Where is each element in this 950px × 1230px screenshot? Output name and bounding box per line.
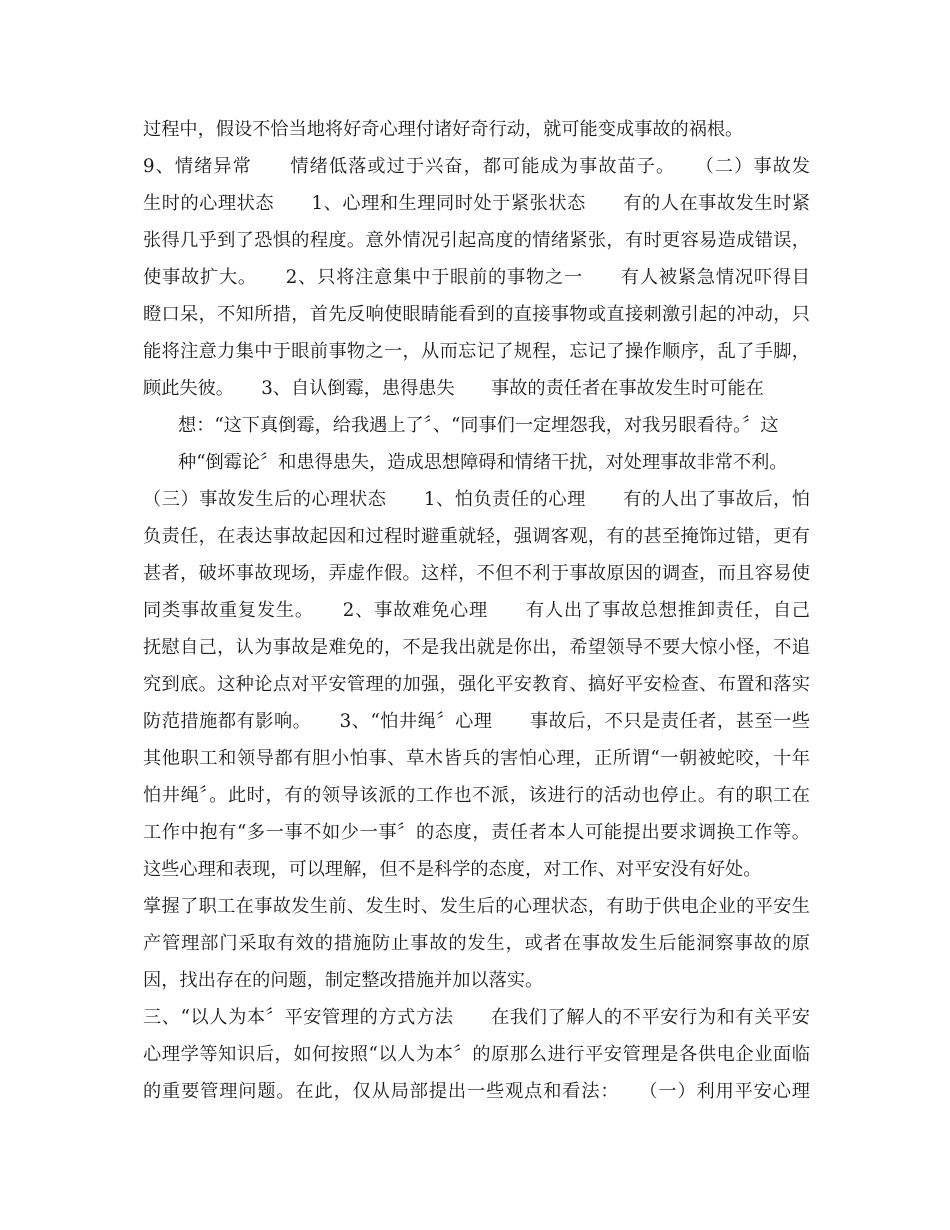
text-line: 能将注意力集中于眼前事物之一，从而忘记了规程，忘记了操作顺序，乱了手脚， <box>143 341 810 362</box>
text-line: 因，找出存在的问题，制定整改措施并加以落实。 <box>143 970 544 991</box>
text-line: 顾此失彼。 3、自认倒霉，患得患失 事故的责任者在事故发生时可能在 <box>143 378 764 399</box>
text-line: 种“倒霉论〞和患得患失，造成思想障碍和情绪干扰，对处理事故非常不利。 <box>178 452 788 473</box>
text-line: 心理学等知识后，如何按照“以人为本〞的原那么进行平安管理是各供电企业面临 <box>143 1044 810 1065</box>
text-line: 生时的心理状态 1、心理和生理同时处于紧张状态 有的人在事故发生时紧 <box>143 193 810 214</box>
text-line: 使事故扩大。 2、只将注意集中于眼前的事物之一 有人被紧急情况吓得目 <box>143 267 810 288</box>
text-line: 三、“以人为本〞平安管理的方式方法 在我们了解人的不平安行为和有关平安 <box>143 1007 810 1028</box>
text-line: 想：“这下真倒霉，给我遇上了〞、“同事们一定埋怨我，对我另眼看待。〞这 <box>178 415 779 436</box>
text-line: 其他职工和领导都有胆小怕事、草木皆兵的害怕心理，正所谓“一朝被蛇咬，十年 <box>143 748 810 769</box>
text-line: 过程中，假设不恰当地将好奇心理付诸好奇行动，就可能变成事故的祸根。 <box>143 119 744 140</box>
text-line: 防范措施都有影响。 3、“怕井绳〞心理 事故后，不只是责任者，甚至一些 <box>143 711 810 732</box>
text-line: 产管理部门采取有效的措施防止事故的发生，或者在事故发生后能洞察事故的原 <box>143 933 810 954</box>
text-line: 同类事故重复发生。 2、事故难免心理 有人出了事故总想推卸责任，自己 <box>143 600 810 621</box>
text-line: 负责任，在表达事故起因和过程时避重就轻，强调客观，有的甚至掩饰过错，更有 <box>143 526 810 547</box>
text-line: 的重要管理问题。在此，仅从局部提出一些观点和看法： （一）利用平安心理 <box>143 1081 810 1102</box>
text-line: （三）事故发生后的心理状态 1、怕负责任的心理 有的人出了事故后，怕 <box>143 489 810 510</box>
text-line: 瞪口呆，不知所措，首先反响使眼睛能看到的直接事物或直接刺激引起的冲动，只 <box>143 304 810 325</box>
text-line: 掌握了职工在事故发生前、发生时、发生后的心理状态，有助于供电企业的平安生 <box>143 896 810 917</box>
text-line: 工作中抱有“多一事不如少一事〞的态度，责任者本人可能提出要求调换工作等。 <box>143 822 810 843</box>
text-line: 怕井绳〞。此时，有的领导该派的工作也不派，该进行的活动也停止。有的职工在 <box>143 785 810 806</box>
text-line: 9、情绪异常 情绪低落或过于兴奋，都可能成为事故苗子。 （二）事故发 <box>143 156 810 177</box>
text-line: 抚慰自己，认为事故是难免的，不是我出就是你出，希望领导不要大惊小怪，不追 <box>143 637 810 658</box>
text-line: 这些心理和表现，可以理解，但不是科学的态度，对工作、对平安没有好处。 <box>143 859 762 880</box>
text-line: 究到底。这种论点对平安管理的加强，强化平安教育、搞好平安检查、布置和落实 <box>143 674 810 695</box>
text-line: 甚者，破坏事故现场，弄虚作假。这样，不但不利于事故原因的调查，而且容易使 <box>143 563 810 584</box>
text-line: 张得几乎到了恐惧的程度。意外情况引起高度的情绪紧张，有时更容易造成错误， <box>143 230 810 251</box>
